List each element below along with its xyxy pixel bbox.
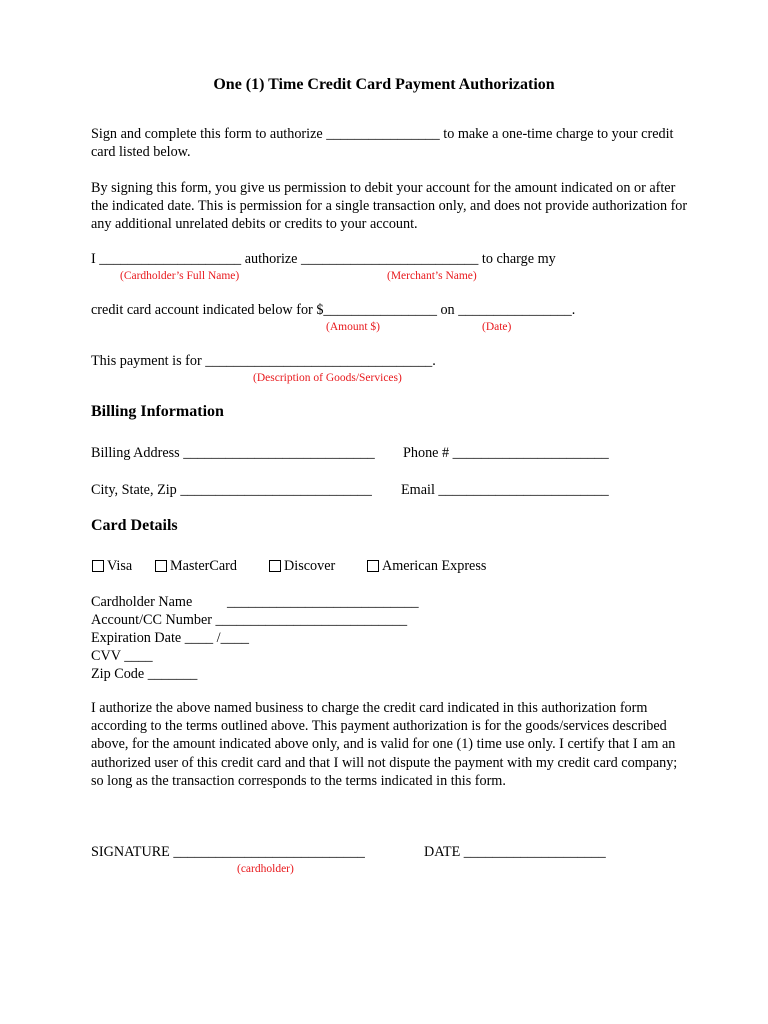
signature-field: SIGNATURE ___________________________ <box>91 844 365 860</box>
permission-paragraph: By signing this form, you give us permission to debit your account for the amount indicated on or after the indicated date. This is permission for a single transaction only, and does not provide authorization for any additional unrelated debits or credits to your account. <box>91 180 688 233</box>
amount-hint: (Amount $) <box>326 321 380 333</box>
american-express-checkbox <box>367 560 379 572</box>
signature-date-field: DATE ____________________ <box>424 844 606 860</box>
visa-checkbox <box>92 560 104 572</box>
visa-label: Visa <box>107 558 133 574</box>
cardholder-name-label: Cardholder Name <box>91 594 193 610</box>
form-title: One (1) Time Credit Card Payment Authorization <box>213 76 555 93</box>
cardholder-name-hint: (Cardholder’s Full Name) <box>120 270 240 282</box>
discover-label: Discover <box>284 558 336 574</box>
billing-heading: Billing Information <box>91 403 224 420</box>
cardholder-hint: (cardholder) <box>237 863 294 875</box>
expiration-date-field: Expiration Date ____ /____ <box>91 630 250 646</box>
authorize-line: I ____________________ authorize _________________________ to charge my <box>91 251 556 267</box>
cvv-field: CVV ____ <box>91 648 153 664</box>
account-number-field: Account/CC Number ___________________________ <box>91 612 408 628</box>
zip-code-field: Zip Code _______ <box>91 666 198 682</box>
authorization-paragraph: I authorize the above named business to charge the credit card indicated in this authorization form according to the terms outlined above. This payment authorization is for the goods/services described above, for the amount indicated above only, and is valid for one (1) time use only. I certify that I am an authorized user of this credit card and that I will not dispute the payment with my credit card company; so long as the transaction corresponds to the terms indicated in this form. <box>91 700 678 789</box>
mastercard-checkbox <box>155 560 167 572</box>
amount-line: credit card account indicated below for $________________ on ________________. <box>91 302 576 318</box>
description-hint: (Description of Goods/Services) <box>253 372 402 384</box>
billing-address-field: Billing Address ___________________________ <box>91 445 375 461</box>
american-express-label: American Express <box>382 558 487 574</box>
city-state-zip-field: City, State, Zip ___________________________ <box>91 482 372 498</box>
email-field: Email ________________________ <box>401 482 609 498</box>
payment-line: This payment is for ________________________________. <box>91 353 436 369</box>
mastercard-label: MasterCard <box>170 558 237 574</box>
card-details-heading: Card Details <box>91 517 178 534</box>
merchant-name-hint: (Merchant’s Name) <box>387 270 477 282</box>
intro-paragraph: Sign and complete this form to authorize ________________ to make a one-time charge to your credit card listed below. <box>91 126 674 161</box>
cardholder-name-blank: ___________________________ <box>227 594 419 610</box>
discover-checkbox <box>269 560 281 572</box>
date-hint: (Date) <box>482 321 512 333</box>
phone-field: Phone # ______________________ <box>403 445 609 461</box>
